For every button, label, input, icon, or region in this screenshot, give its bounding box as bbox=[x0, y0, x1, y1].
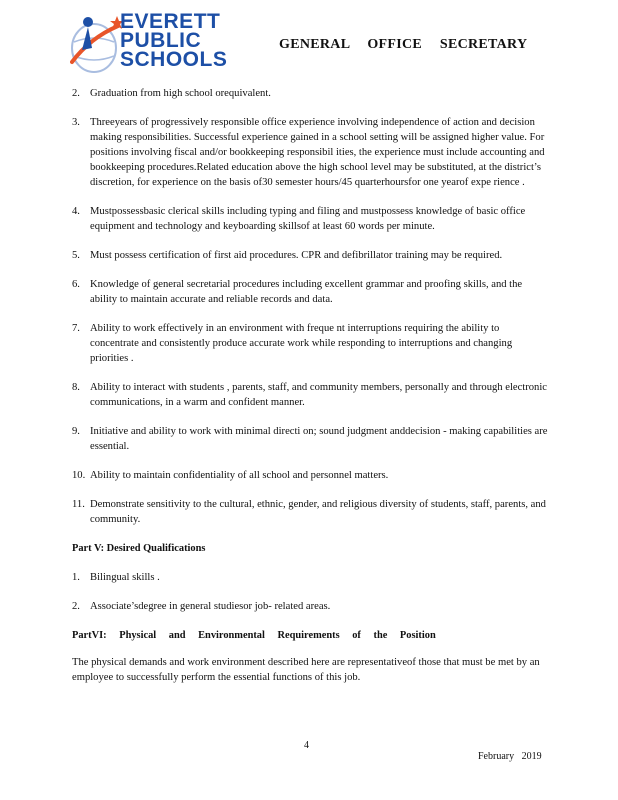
district-logo bbox=[70, 10, 250, 80]
list-item bbox=[72, 248, 550, 263]
item-number: 8. bbox=[72, 382, 80, 393]
logo-line-2: PUBLIC bbox=[120, 29, 202, 52]
item-text: Must possess certification of first aid procedures. CPR and defibrillator training may be required. bbox=[90, 250, 503, 261]
item-number: 2. bbox=[72, 88, 80, 99]
list-item bbox=[72, 86, 550, 101]
page-number: 4 bbox=[304, 740, 309, 751]
item-text: Knowledge of general secretarial procedures including excellent grammar and proofing skills, and the ability to maintain accurate and reliable records and data. bbox=[90, 279, 523, 305]
item-text: Ability to interact with students , parents, staff, and community members, personally and through electronic communications, in a warm and confident manner. bbox=[90, 382, 547, 408]
item-number: 1. bbox=[72, 572, 80, 583]
item-number: 11. bbox=[72, 499, 85, 510]
document-body bbox=[72, 86, 550, 685]
part-6-paragraph: The physical demands and work environment described here are representativeof those that must be met by an employee to successfully perform the essential functions of this job. bbox=[72, 657, 540, 683]
item-number: 9. bbox=[72, 426, 80, 437]
item-number: 3. bbox=[72, 117, 80, 128]
item-text: Ability to work effectively in an environment with freque nt interruptions requiring the ability to concentrate and consistently produce accurate work while responding to interruptions and changing priorities . bbox=[90, 323, 513, 364]
item-number: 2. bbox=[72, 601, 80, 612]
list-item bbox=[72, 204, 550, 234]
logo-line-3: SCHOOLS bbox=[120, 48, 228, 71]
item-text: Graduation from high school orequivalent. bbox=[90, 88, 271, 99]
page-header bbox=[70, 10, 590, 80]
list-item bbox=[72, 497, 550, 527]
item-number: 10. bbox=[72, 470, 86, 481]
item-text: Initiative and ability to work with minimal directi on; sound judgment anddecision - making capabilities are essential. bbox=[90, 426, 548, 452]
list-item bbox=[72, 115, 550, 190]
item-number: 6. bbox=[72, 279, 80, 290]
item-text: Mustpossessbasic clerical skills including typing and filing and mustpossess knowledge of basic office equipment and technology and keyboarding skillsof at least 60 words per minute. bbox=[90, 206, 526, 232]
item-text: Associate’sdegree in general studiesor job- related areas. bbox=[90, 601, 331, 612]
part-5-heading: Part V: Desired Qualifications bbox=[72, 543, 206, 554]
globe-logo-icon bbox=[70, 12, 124, 78]
item-number: 5. bbox=[72, 250, 80, 261]
item-text: Bilingual skills . bbox=[90, 572, 160, 583]
footer-date: February 2019 bbox=[478, 751, 542, 762]
list-item bbox=[72, 380, 550, 410]
logo-wordmark bbox=[120, 12, 227, 69]
item-number: 7. bbox=[72, 323, 80, 334]
list-item bbox=[72, 321, 550, 366]
item-number: 4. bbox=[72, 206, 80, 217]
part-6-heading: PartVI: Physical and Environmental Requirements of the Position bbox=[72, 630, 436, 641]
list-item bbox=[72, 277, 550, 307]
list-item bbox=[72, 468, 550, 483]
list-item bbox=[72, 570, 550, 585]
logo-line-1: EVERETT bbox=[120, 10, 221, 33]
document-title: GENERAL OFFICE SECRETARY bbox=[279, 37, 528, 52]
item-text: Demonstrate sensitivity to the cultural, ethnic, gender, and religious diversity of students, staff, parents, and community. bbox=[90, 499, 546, 525]
list-item bbox=[72, 599, 550, 614]
list-item bbox=[72, 424, 550, 454]
item-text: Ability to maintain confidentiality of all school and personnel matters. bbox=[90, 470, 389, 481]
item-text: Threeyears of progressively responsible office experience involving independence of action and decision making responsibilities. Successful experience gained in a school setting will be assigned higher value. For positions involving fiscal and/or bookkeeping responsibil ities, the experience must include accounting and bookkeeping procedures.Related education above the high school level may be substituted, at the district’s discretion, for experience on the basis of30 semester hours/45 quarterhoursfor one yearof expe rience . bbox=[90, 117, 545, 188]
